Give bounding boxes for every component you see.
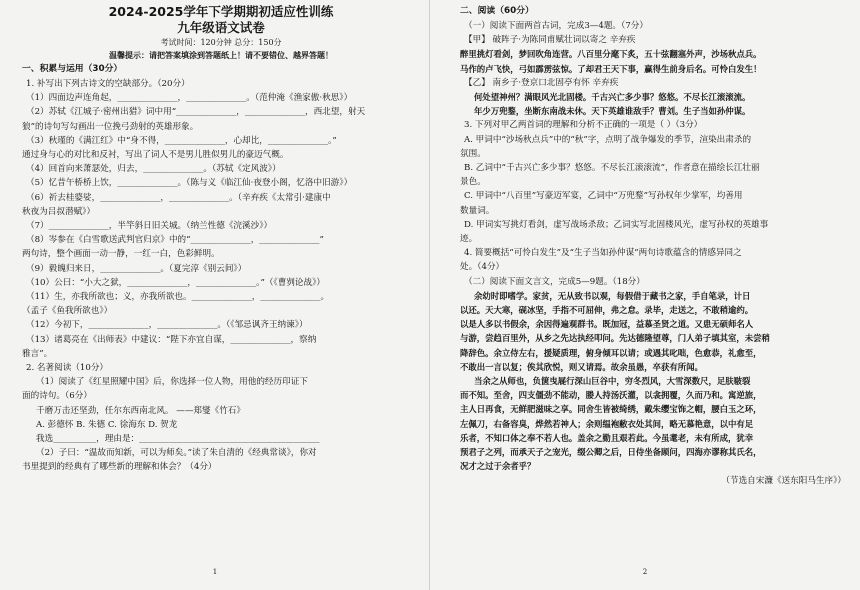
text-line: 狼”的诗句写勾画出一位挽弓劲射的英雄形象。 bbox=[22, 121, 199, 132]
text-line: （5）忆昔午桥桥上饮，______________。（陈与义《临江仙·夜登小阁，忆洛中旧游》） bbox=[26, 178, 353, 189]
exam-tip: 温馨提示：请把答案填涂到答题纸上！请不要错位、越界答题！ bbox=[109, 50, 333, 60]
text-line: C. 甲词中“八百里”写豪迈军宴，乙词中“万兜鍪”写孙权年少掌军，均善用 bbox=[464, 191, 743, 202]
text-line: 余幼时即嗜学。家贫，无从致书以观，每假借于藏书之家，手自笔录，计日 bbox=[474, 290, 751, 301]
text-line: （孟子《鱼我所欲也》） bbox=[22, 306, 113, 317]
text-line: 何处望神州？满眼风光北固楼。千古兴亡多少事？悠悠。不尽长江滚滚流。 bbox=[474, 92, 751, 103]
text-line: 氛围。 bbox=[460, 148, 486, 159]
text-line: 我选__________，理由是：__________________________________________ bbox=[36, 434, 320, 445]
text-line: B. 乙词中“千古兴亡多少事？悠悠。不尽长江滚滚流”，作者意在描绘长江壮丽 bbox=[464, 163, 760, 174]
text-line: （4）回首向来萧瑟处，归去，______________。（苏轼《定风波》） bbox=[26, 164, 281, 175]
text-line: 雅言”。 bbox=[22, 348, 53, 359]
text-line: 而不知。至舍，四支僵劲不能动，媵人持汤沃灌，以衾拥覆，久而乃和。寓逆旅， bbox=[460, 390, 762, 401]
text-line: （8）岑参在《白雪歌送武判官归京》中的“______________，______________” bbox=[26, 235, 324, 246]
text-line: 年少万兜鍪，坐断东南战未休。天下英雄谁敌手？曹刘。生子当如孙仲谋。 bbox=[474, 106, 751, 117]
text-line: 2. 名著阅读（10分） bbox=[26, 363, 109, 374]
text-line: 【甲】 破阵子·为陈同甫赋壮词以寄之 辛弃疾 bbox=[464, 35, 636, 46]
text-line: （12）今初下，______________，______________。（《邹忌讽齐王纳谏》） bbox=[26, 320, 308, 331]
text-line: 数量词。 bbox=[460, 205, 495, 216]
text-line: 以是人多以书假余，余因得遍观群书。既加冠，益慕圣贤之道。又患无硕师名人 bbox=[460, 319, 754, 330]
text-line: （11）生，亦我所欲也；义，亦我所欲也。______________，______________。 bbox=[26, 292, 330, 303]
text-line: 通过身与心的对比和反衬，写出了词人不是男儿胜似男儿的豪迈气概。 bbox=[22, 150, 289, 161]
text-line: （3）秋瑾的《满江红》中“身不得，______________，心却比，______________。” bbox=[26, 135, 337, 146]
text-line: 以还。天大寒，砚冰坚，手指不可屈伸，弗之怠。录毕，走送之，不敢稍逾约。 bbox=[460, 305, 754, 316]
text-line: A. 甲词中“沙场秋点兵”中的“秋”字，点明了战争爆发的季节，渲染出肃杀的 bbox=[464, 134, 752, 145]
exam-info: 考试时间：120分钟 总分：150分 bbox=[160, 38, 282, 47]
text-line: 况才之过于余者乎？ bbox=[460, 461, 536, 472]
text-line: 主人日再食，无鲜肥滋味之享。同舍生皆被绮绣，戴朱缨宝饰之帽，腰白玉之环， bbox=[460, 404, 762, 415]
text-line: 迹。 bbox=[460, 234, 478, 245]
text-line: 降辞色。余立侍左右，援疑质理，俯身倾耳以请；或遇其叱咄，色愈恭，礼愈至， bbox=[460, 347, 762, 358]
section-heading: 一、积累与运用（30分） bbox=[22, 64, 123, 74]
text-line: 马作的卢飞快，弓如霹雳弦惊。了却君王天下事，赢得生前身后名。可怜白发生！ bbox=[460, 63, 762, 74]
text-line: （13）诸葛亮在《出师表》中建议：“陛下亦宜自谋，______________，察纳 bbox=[26, 334, 317, 345]
text-line: D. 甲词实写挑灯看剑，虚写战场杀敌；乙词实写北固楼风光，虚写孙权的英雄事 bbox=[464, 219, 769, 230]
text-line: 左佩刀，右备容臭，烨然若神人；余则缊袍敝衣处其间，略无慕艳意，以中有足 bbox=[460, 418, 754, 429]
page-number: 2 bbox=[642, 568, 648, 576]
text-line: 1. 补写出下列古诗文的空缺部分。（20分） bbox=[26, 79, 190, 89]
text-line: 预君子之列，而承天子之宠光，缀公卿之后，日侍坐备顾问，四海亦谬称其氏名， bbox=[460, 447, 762, 458]
text-line: （2）子曰：“温故而知新，可以为师矣。”读了朱自清的《经典常谈》，你对 bbox=[36, 448, 317, 459]
text-line: （7）______________，半竿斜日旧关城。（纳兰性德《浣溪沙》） bbox=[26, 221, 273, 232]
text-line: （1）四面边声连角起，______________，______________。（范仲淹《渔家傲·秋思》） bbox=[26, 93, 353, 104]
page-right bbox=[430, 0, 860, 590]
text-line: （6）祈去桂婆娑，______________，______________。（辛弃疾《太常引·建康中 bbox=[26, 192, 331, 203]
text-line: （10）公曰：“小大之狱，______________，______________。”（《曹刿论战》） bbox=[26, 277, 326, 288]
text-line: 3. 下列对甲乙两首词的理解和分析不正确的一项是（ ）（3分） bbox=[464, 120, 703, 131]
exam-title: 2024-2025学年下学期期初适应性训练 bbox=[108, 4, 334, 19]
text-line: 书里提到的经典有了哪些新的理解和体会？（4分） bbox=[22, 462, 217, 473]
text-line: 不敢出一言以复；俟其欣悦，则又请焉。故余虽愚，卒获有所闻。 bbox=[460, 361, 703, 372]
right-page-content bbox=[460, 4, 846, 488]
text-line: 醉里挑灯看剑，梦回吹角连营。八百里分麾下炙，五十弦翻塞外声，沙场秋点兵。 bbox=[460, 49, 762, 60]
text-line: 当余之从师也，负箧曳屣行深山巨谷中，穷冬烈风，大雪深数尺，足肤皲裂 bbox=[474, 376, 751, 387]
text-line: 处。（4分） bbox=[460, 262, 505, 273]
text-line: （1）阅读了《红星照耀中国》后，你选择一位人物，用他的经历印证下 bbox=[36, 377, 308, 388]
section-heading: 二、阅读（60分） bbox=[460, 6, 534, 16]
text-line: 两句诗，整个画面一动一静，一红一白，色彩鲜明。 bbox=[22, 249, 220, 260]
text-line: 与游，尝趋百里外，从乡之先达执经叩问。先达德隆望尊，门人弟子填其室，未尝稍 bbox=[460, 333, 770, 344]
text-line: （9）毅魄归来日，______________。（夏完淳《别云间》） bbox=[26, 263, 247, 274]
text-line: 乐者，不知口体之奉不若人也。盖余之勤且艰若此。今虽耄老，未有所成，犹幸 bbox=[460, 432, 754, 443]
text-line: （节选自宋濂《送东阳马生序》） bbox=[721, 475, 846, 486]
page-number: 1 bbox=[212, 568, 218, 576]
text-line: 秋夜为吕叔潜赋》） bbox=[22, 206, 96, 217]
text-line: 景色。 bbox=[460, 177, 486, 188]
text-line: 【乙】 南乡子·登京口北固亭有怀 辛弃疾 bbox=[464, 77, 619, 88]
text-line: （二）阅读下面文言文，完成5—9题。（18分） bbox=[464, 276, 645, 287]
text-line: 4. 简要概括“可怜白发生”及“生子当如孙仲谋”两句诗歌蕴含的情感异同之 bbox=[464, 248, 742, 259]
text-line: （一）阅读下面两首古词，完成3—4题。（7分） bbox=[464, 21, 648, 31]
exam-subtitle: 九年级语文试卷 bbox=[177, 20, 265, 35]
left-page-content bbox=[22, 62, 420, 475]
text-line: A. 彭德怀 B. 朱德 C. 徐海东 D. 贺龙 bbox=[36, 419, 178, 430]
text-line: 千磨万击还坚劲，任尔东西南北风。 ——郑燮《竹石》 bbox=[36, 405, 245, 416]
text-line: （2）苏轼《江城子·密州出猎》词中用“______________，______________，西北望，射天 bbox=[26, 107, 366, 118]
text-line: 面的诗句。（6分） bbox=[22, 391, 92, 402]
